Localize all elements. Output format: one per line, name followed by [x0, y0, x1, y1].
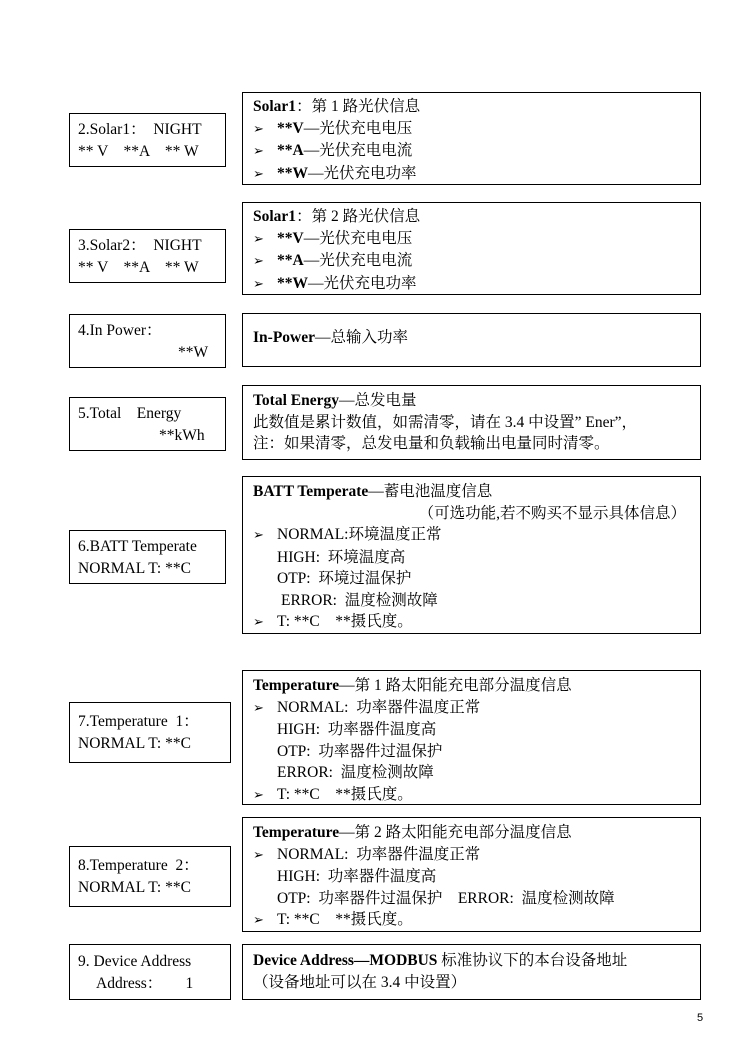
device-address-display-line2: Address： 1: [96, 975, 194, 992]
total-energy-display-line2: **kWh: [159, 427, 205, 444]
temperature1-item-normal: ➢ NORMAL: 功率器件温度正常: [253, 697, 690, 720]
batt-temperate-info-box: [242, 476, 701, 634]
device-address-display-line1: 9. Device Address: [78, 953, 192, 970]
temperature2-item-otp-error: OTP: 功率器件过温保护 ERROR: 温度检测故障: [277, 889, 615, 907]
arrow-bullet-icon: ➢: [253, 787, 264, 803]
temperature1-item-error: ERROR: 温度检测故障: [277, 764, 434, 781]
in-power-display-line2: **W: [178, 344, 209, 361]
device-address-display-box: [69, 944, 231, 1000]
temperature2-info-title: Temperature—第 2 路太阳能充电部分温度信息: [253, 824, 572, 841]
arrow-bullet-icon: ➢: [253, 528, 264, 543]
temperature2-item-high: HIGH: 功率器件温度高: [277, 868, 437, 885]
temperature1-info-title: Temperature—第 1 路太阳能充电部分温度信息: [253, 677, 572, 694]
solar1-info-box: [242, 92, 701, 185]
total-energy-info-title: Total Energy—总发电量: [253, 392, 417, 409]
temperature2-item-temp: ➢ T: **C **摄氏度。: [253, 909, 690, 932]
solar2-current-item: ➢ **A—光伏充电电流: [253, 250, 690, 273]
device-address-info-title: Device Address—MODBUS 标准协议下的本台设备地址: [253, 952, 628, 969]
arrow-bullet-icon: ➢: [253, 254, 264, 269]
batt-temperate-info-title: BATT Temperate—蓄电池温度信息: [253, 483, 493, 500]
device-address-note: （设备地址可以在 3.4 中设置）: [253, 973, 467, 991]
arrow-bullet-icon: ➢: [253, 166, 264, 182]
arrow-bullet-icon: ➢: [253, 231, 264, 247]
in-power-display-box: [69, 314, 226, 368]
temperature2-display-line1: 8.Temperature 2：: [78, 857, 199, 874]
temperature1-item-temp: ➢ T: **C **摄氏度。: [253, 784, 690, 807]
solar2-info-box: [242, 202, 701, 295]
temperature1-info-box: [242, 670, 701, 805]
batt-temperate-item-normal: ➢ NORMAL:环境温度正常: [253, 524, 690, 547]
total-energy-info-box: [242, 385, 701, 460]
batt-temperate-subtitle: （可选功能,若不购买不显示具体信息）: [418, 504, 686, 522]
total-energy-display-box: [69, 397, 226, 451]
temperature2-info-box: [242, 817, 701, 932]
total-energy-note-line1: 此数值是累计数值，如需清零，请在 3.4 中设置” Ener”，: [253, 413, 638, 431]
solar2-power-item: ➢ **W—光伏充电功率: [253, 273, 690, 296]
total-energy-display-line1: 5.Total Energy: [78, 405, 182, 422]
temperature1-item-otp: OTP: 功率器件过温保护: [277, 742, 443, 760]
solar2-voltage-item: ➢ **V—光伏充电电压: [253, 228, 690, 251]
solar2-display-line1: 3.Solar2： NIGHT: [78, 237, 202, 254]
page-number: 5: [697, 1012, 704, 1024]
total-energy-note-line2: 注：如果清零，总发电量和负载输出电量同时清零。: [253, 435, 610, 452]
solar1-display-box: [69, 113, 226, 167]
temperature1-display-line1: 7.Temperature 1：: [78, 713, 199, 730]
arrow-bullet-icon: ➢: [253, 847, 264, 863]
temperature1-display-line2: NORMAL T: **C: [78, 735, 191, 752]
arrow-bullet-icon: ➢: [253, 913, 264, 928]
temperature2-item-normal: ➢ NORMAL: 功率器件温度正常: [253, 844, 690, 867]
solar1-voltage-item: ➢ **V—光伏充电电压: [253, 118, 690, 141]
arrow-bullet-icon: ➢: [253, 121, 264, 137]
batt-temperate-item-otp: OTP: 环境过温保护: [277, 570, 412, 587]
solar1-info-title: Solar1：第 1 路光伏信息: [253, 98, 421, 115]
solar1-display-line1: 2.Solar1： NIGHT: [78, 121, 202, 138]
batt-temperate-display-line1: 6.BATT Temperate: [78, 538, 197, 555]
in-power-info-box: [242, 313, 701, 367]
temperature1-display-box: [69, 702, 231, 763]
arrow-bullet-icon: ➢: [253, 144, 264, 159]
arrow-bullet-icon: ➢: [253, 615, 264, 630]
device-address-info-box: [242, 944, 701, 1000]
arrow-bullet-icon: ➢: [253, 276, 264, 292]
batt-temperate-item-error: ERROR: 温度检测故障: [281, 591, 438, 609]
batt-temperate-display-box: [69, 530, 226, 584]
batt-temperate-item-temp: ➢ T: **C **摄氏度。: [253, 611, 690, 634]
solar2-display-line2: ** V **A ** W: [78, 259, 199, 276]
batt-temperate-item-high: HIGH: 环境温度高: [277, 548, 406, 566]
in-power-display-line1: 4.In Power：: [78, 322, 162, 339]
solar1-display-line2: ** V **A ** W: [78, 143, 199, 160]
arrow-bullet-icon: ➢: [253, 700, 264, 716]
batt-temperate-display-line2: NORMAL T: **C: [78, 560, 191, 577]
solar2-info-title: Solar1：第 2 路光伏信息: [253, 208, 421, 225]
solar1-power-item: ➢ **W—光伏充电功率: [253, 163, 690, 186]
temperature2-display-box: [69, 846, 231, 907]
solar2-display-box: [69, 229, 226, 283]
temperature2-display-line2: NORMAL T: **C: [78, 879, 191, 896]
in-power-info-title: In-Power—总输入功率: [253, 329, 409, 346]
temperature1-item-high: HIGH: 功率器件温度高: [277, 721, 437, 738]
solar1-current-item: ➢ **A—光伏充电电流: [253, 140, 690, 163]
